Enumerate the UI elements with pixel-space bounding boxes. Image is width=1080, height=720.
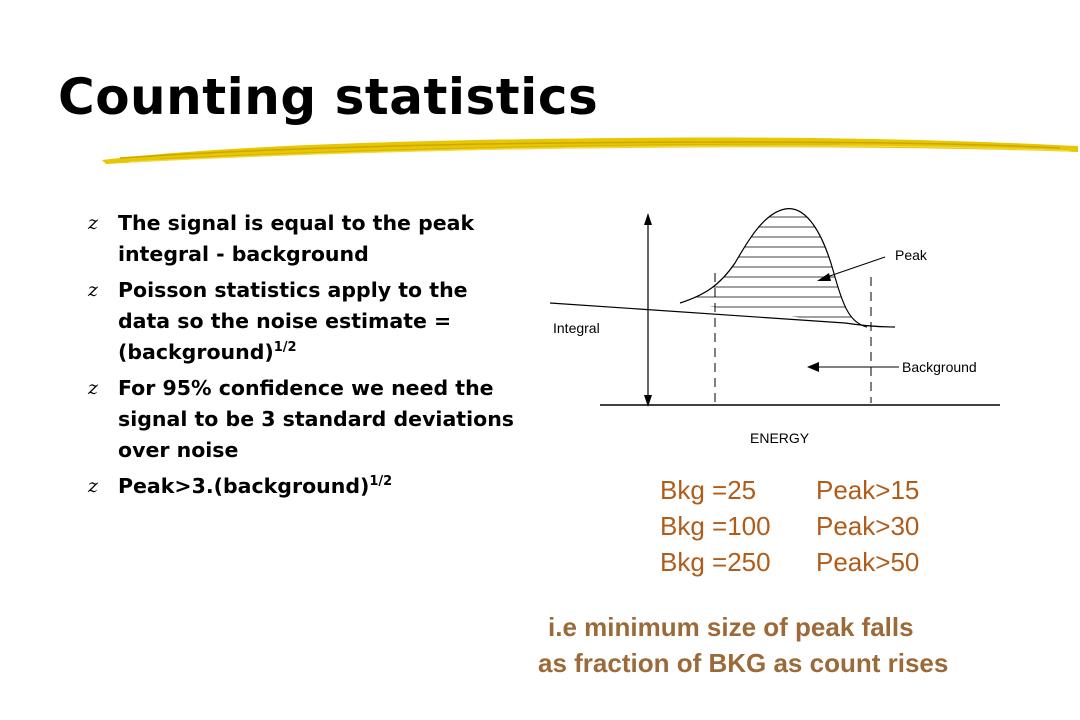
integral-label: Integral: [553, 320, 600, 336]
peak-diagram: [545, 195, 1015, 455]
peak-label: Peak: [895, 247, 927, 263]
bullet-item: [88, 471, 518, 502]
conclusion-note: [538, 609, 1058, 681]
bullet-text: For 95% confidence we need the signal to be 3 standard deviations over noise: [118, 376, 514, 462]
bullet-superscript: 1/2: [273, 340, 297, 356]
bullet-superscript: 1/2: [369, 474, 393, 490]
bullet-glyph: z: [88, 377, 99, 399]
bullet-glyph: z: [88, 475, 99, 497]
example-peak: Peak>15: [816, 475, 920, 505]
bullet-text: The signal is equal to the peak integral - background: [118, 211, 475, 266]
conclusion-line-1: i.e minimum size of peak falls: [548, 612, 914, 642]
background-pointer-arrow: [807, 362, 899, 372]
example-row: [660, 472, 919, 508]
bullet-item: [88, 373, 518, 466]
example-bkg: Bkg =100: [660, 511, 771, 541]
bullet-glyph: z: [88, 212, 99, 234]
example-row: [660, 508, 919, 544]
example-peak: Peak>30: [816, 511, 920, 541]
example-peak: Peak>50: [816, 547, 920, 577]
slide-title: Counting statistics: [58, 68, 599, 126]
example-bkg: Bkg =250: [660, 547, 771, 577]
peak-pointer-arrow: [817, 257, 885, 281]
peak-hatching: [675, 217, 875, 317]
example-row: [660, 544, 919, 580]
title-underline-brushstroke: [100, 132, 1080, 172]
background-label: Background: [902, 359, 977, 375]
bullet-text: Poisson statistics apply to the data so the noise estimate = (background): [118, 278, 468, 364]
example-bkg: Bkg =25: [660, 475, 757, 505]
threshold-examples: [660, 472, 919, 580]
conclusion-line-2: as fraction of BKG as count rises: [538, 648, 949, 678]
bullet-list: [88, 208, 518, 507]
bullet-text: Peak>3.(background): [118, 474, 370, 498]
bullet-glyph: z: [88, 279, 99, 301]
bullet-item: [88, 275, 518, 368]
energy-axis-label: ENERGY: [750, 430, 810, 446]
peak-curve: [680, 209, 867, 327]
bullet-item: [88, 208, 518, 270]
